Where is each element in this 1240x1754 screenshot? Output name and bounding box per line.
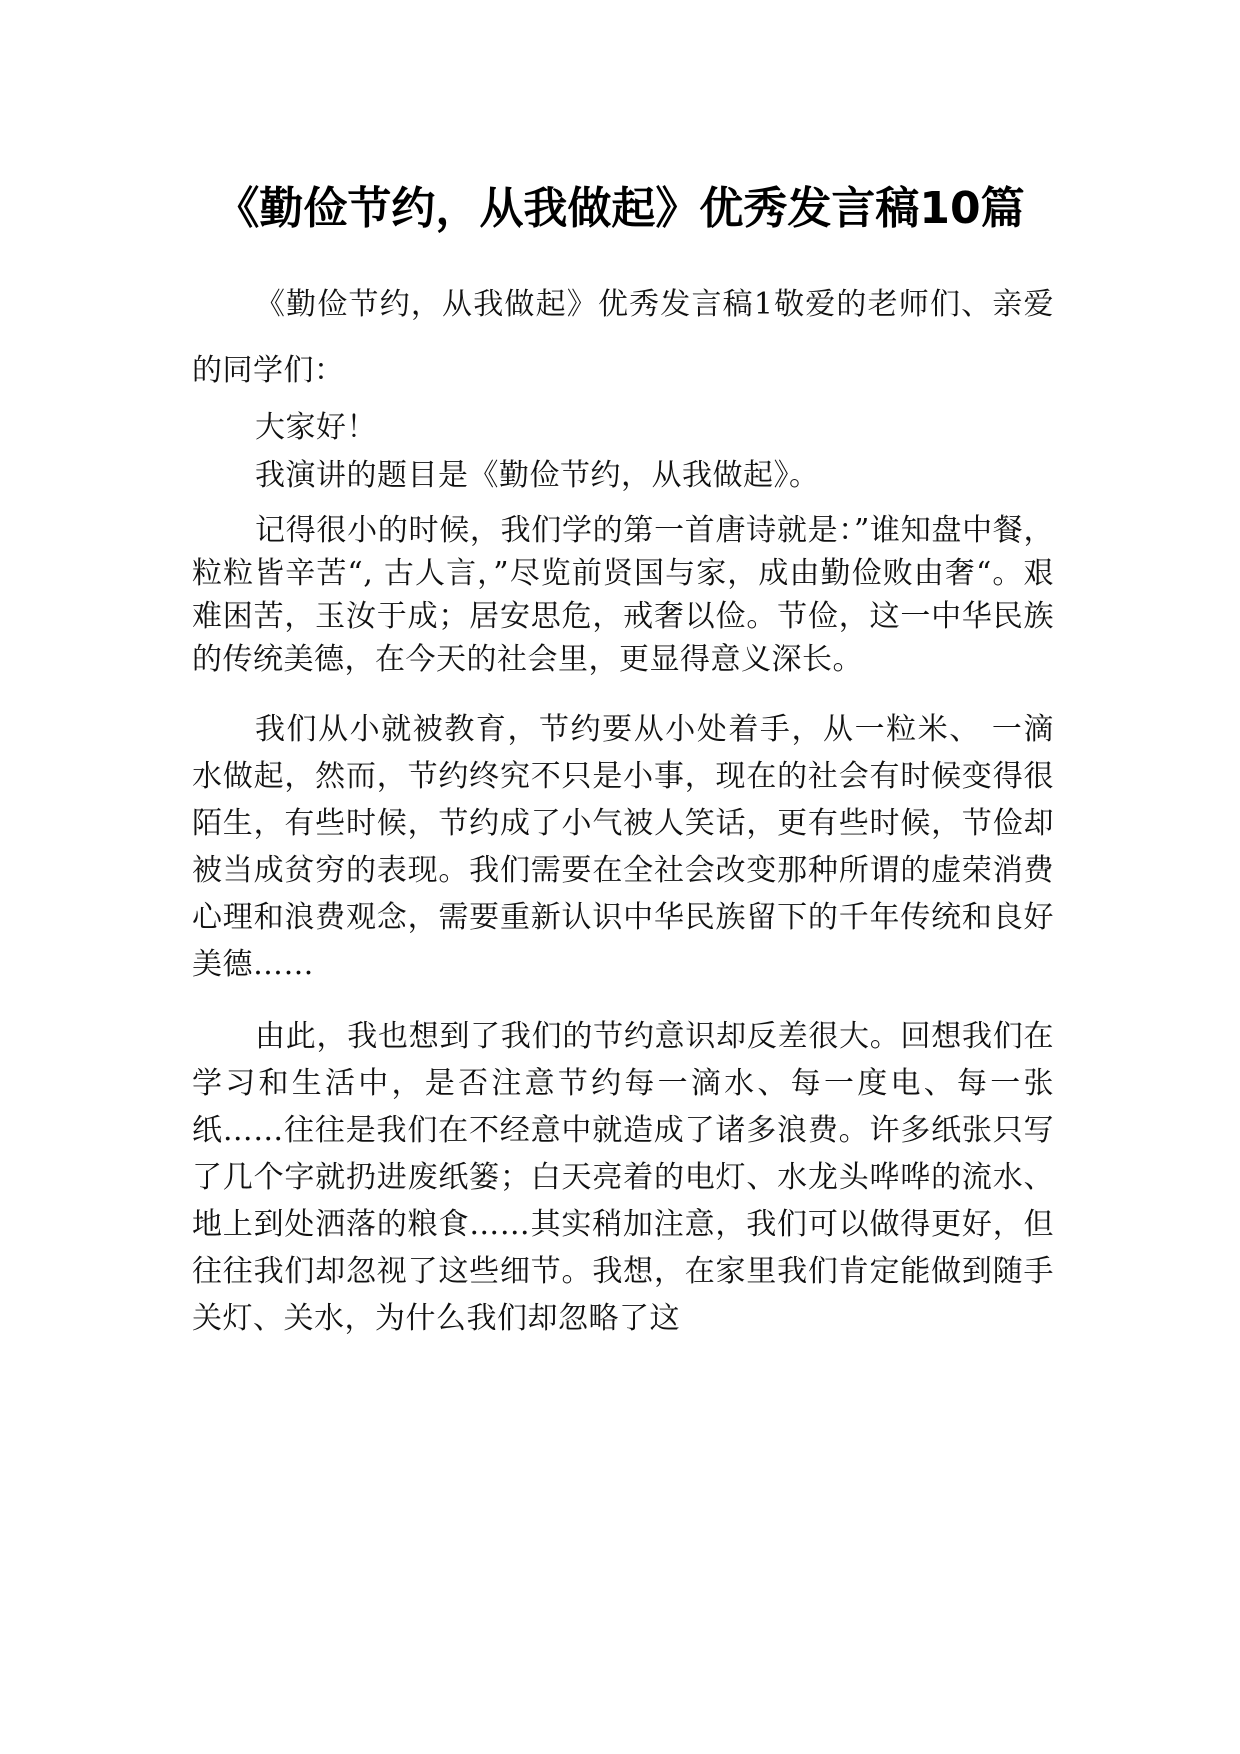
paragraph-tang-poem: 记得很小的时候，我们学的第一首唐诗就是：”谁知盘中餐，粒粒皆辛苦“, 古人言，”尽览前贤国与家，成由勤俭败由奢“。艰难困苦，玉汝于成；居安思危，戒奢以俭。节俭，这一中华民族的传统美德，在今天的社会里，更显得意义深长。: [192, 513, 1054, 677]
document-title: 《勤俭节约，从我做起》优秀发言稿10篇: [215, 183, 1025, 235]
paragraph-topic: 我演讲的题目是《勤俭节约，从我做起》。: [255, 458, 820, 493]
paragraph-education: 我们从小就被教育，节约要从小处着手，从一粒米、 一滴水做起，然而，节约终究不只是小事，现在的社会有时候变得很陌生，有些时候，节约成了小气被人笑话，更有些时候，节俭却被当成贫穷的表现。我们需要在全社会改变那种所谓的虚荣消费心理和浪费观念，需要重新认识中华民族留下的千年传统和良好美德……: [192, 712, 1054, 982]
paragraph-greeting: 大家好！: [255, 410, 377, 445]
paragraph-opening: 《勤俭节约，从我做起》优秀发言稿1敬爱的老师们、亲爱的同学们：: [192, 287, 1054, 388]
document-body: [192, 272, 1054, 1342]
paragraph-awareness: 由此，我也想到了我们的节约意识却反差很大。回想我们在学习和生活中，是否注意节约每一滴水、每一度电、每一张纸……往往是我们在不经意中就造成了诸多浪费。许多纸张只写了几个字就扔进废纸篓；白天亮着的电灯、水龙头哗哗的流水、地上到处洒落的粮食……其实稍加注意，我们可以做得更好，但往往我们却忽视了这些细节。我想，在家里我们肯定能做到随手关灯、关水，为什么我们却忽略了这: [192, 1019, 1054, 1336]
